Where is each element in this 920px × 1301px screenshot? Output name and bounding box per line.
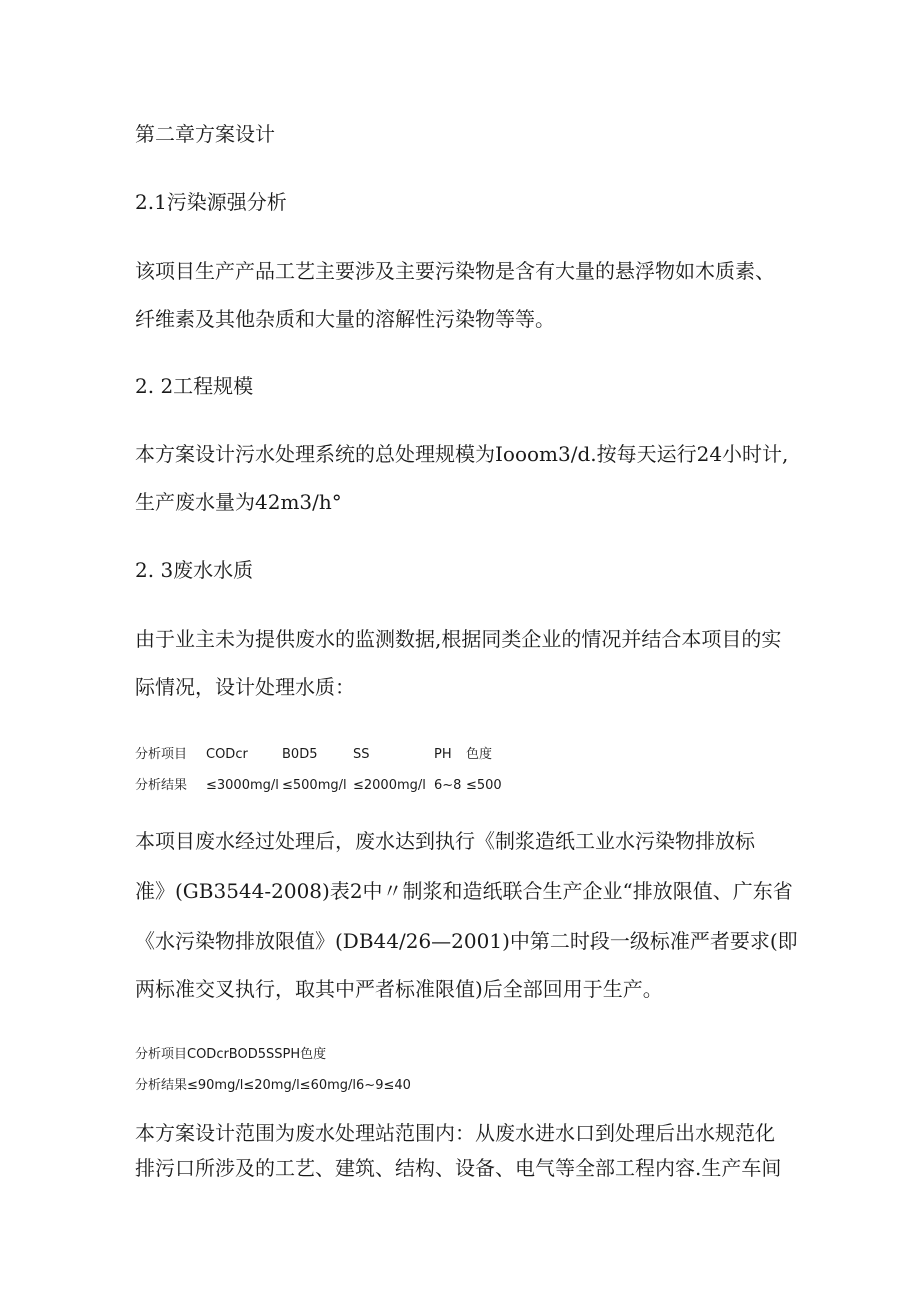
table-header-cell: 分析项目 <box>135 747 188 762</box>
table-header-cell: 色度 <box>466 747 493 762</box>
paragraph-line: 准》(GB3544-2008)表2中〃制浆和造纸联合生产企业“排放限值、广东省 <box>135 879 793 903</box>
section-heading-project-scale: 2. 2工程规模 <box>135 374 254 398</box>
table-cell: ≤500mg/l <box>282 778 347 793</box>
paragraph-line: 由于业主未为提供废水的监测数据,根据同类企业的情况并结合本项目的实 <box>135 627 782 651</box>
table-header-cell: PH <box>434 747 452 762</box>
table-cell: 6~8 <box>434 778 462 793</box>
paragraph-line: 《水污染物排放限值》(DB44/26—2001)中第二时段一级标准严者要求(即 <box>135 929 798 953</box>
paragraph-line: 排污口所涉及的工艺、建筑、结构、设备、电气等全部工程内容.生产车间 <box>135 1156 782 1180</box>
paragraph-line: 本方案设计污水处理系统的总处理规模为Iooom3/d.按每天运行24小时计, <box>135 442 789 466</box>
section-heading-wastewater-quality: 2. 3废水水质 <box>135 558 254 582</box>
paragraph-line: 纤维素及其他杂质和大量的溶解性污染物等等。 <box>135 307 555 331</box>
section-heading-pollution-analysis: 2.1污染源强分析 <box>135 190 287 214</box>
table-cell: 分析结果 <box>135 778 188 793</box>
effluent-table-result: 分析结果≤90mg/l≤20mg/l≤60mg/l6~9≤40 <box>135 1078 411 1093</box>
table-cell: ≤500 <box>466 778 502 793</box>
chapter-title: 第二章方案设计 <box>135 122 275 146</box>
table-header-cell: B0D5 <box>282 747 318 762</box>
paragraph-line: 该项目生产产品工艺主要涉及主要污染物是含有大量的悬浮物如木质素、 <box>135 259 775 283</box>
paragraph-line: 本项目废水经过处理后，废水达到执行《制浆造纸工业水污染物排放标 <box>135 829 755 853</box>
table-header-cell: CODcr <box>206 747 248 762</box>
paragraph-line: 两标准交叉执行，取其中严者标准限值)后全部回用于生产。 <box>135 977 663 1001</box>
table-cell: ≤3000mg/l <box>206 778 279 793</box>
paragraph-line: 际情况，设计处理水质： <box>135 675 355 699</box>
table-header-cell: SS <box>353 747 370 762</box>
paragraph-line: 生产废水量为42m3/h° <box>135 490 342 514</box>
table-cell: ≤2000mg/l <box>353 778 426 793</box>
paragraph-line: 本方案设计范围为废水处理站范围内：从废水进水口到处理后出水规范化 <box>135 1121 775 1145</box>
effluent-table-header: 分析项目CODcrBOD5SSPH色度 <box>135 1047 327 1062</box>
